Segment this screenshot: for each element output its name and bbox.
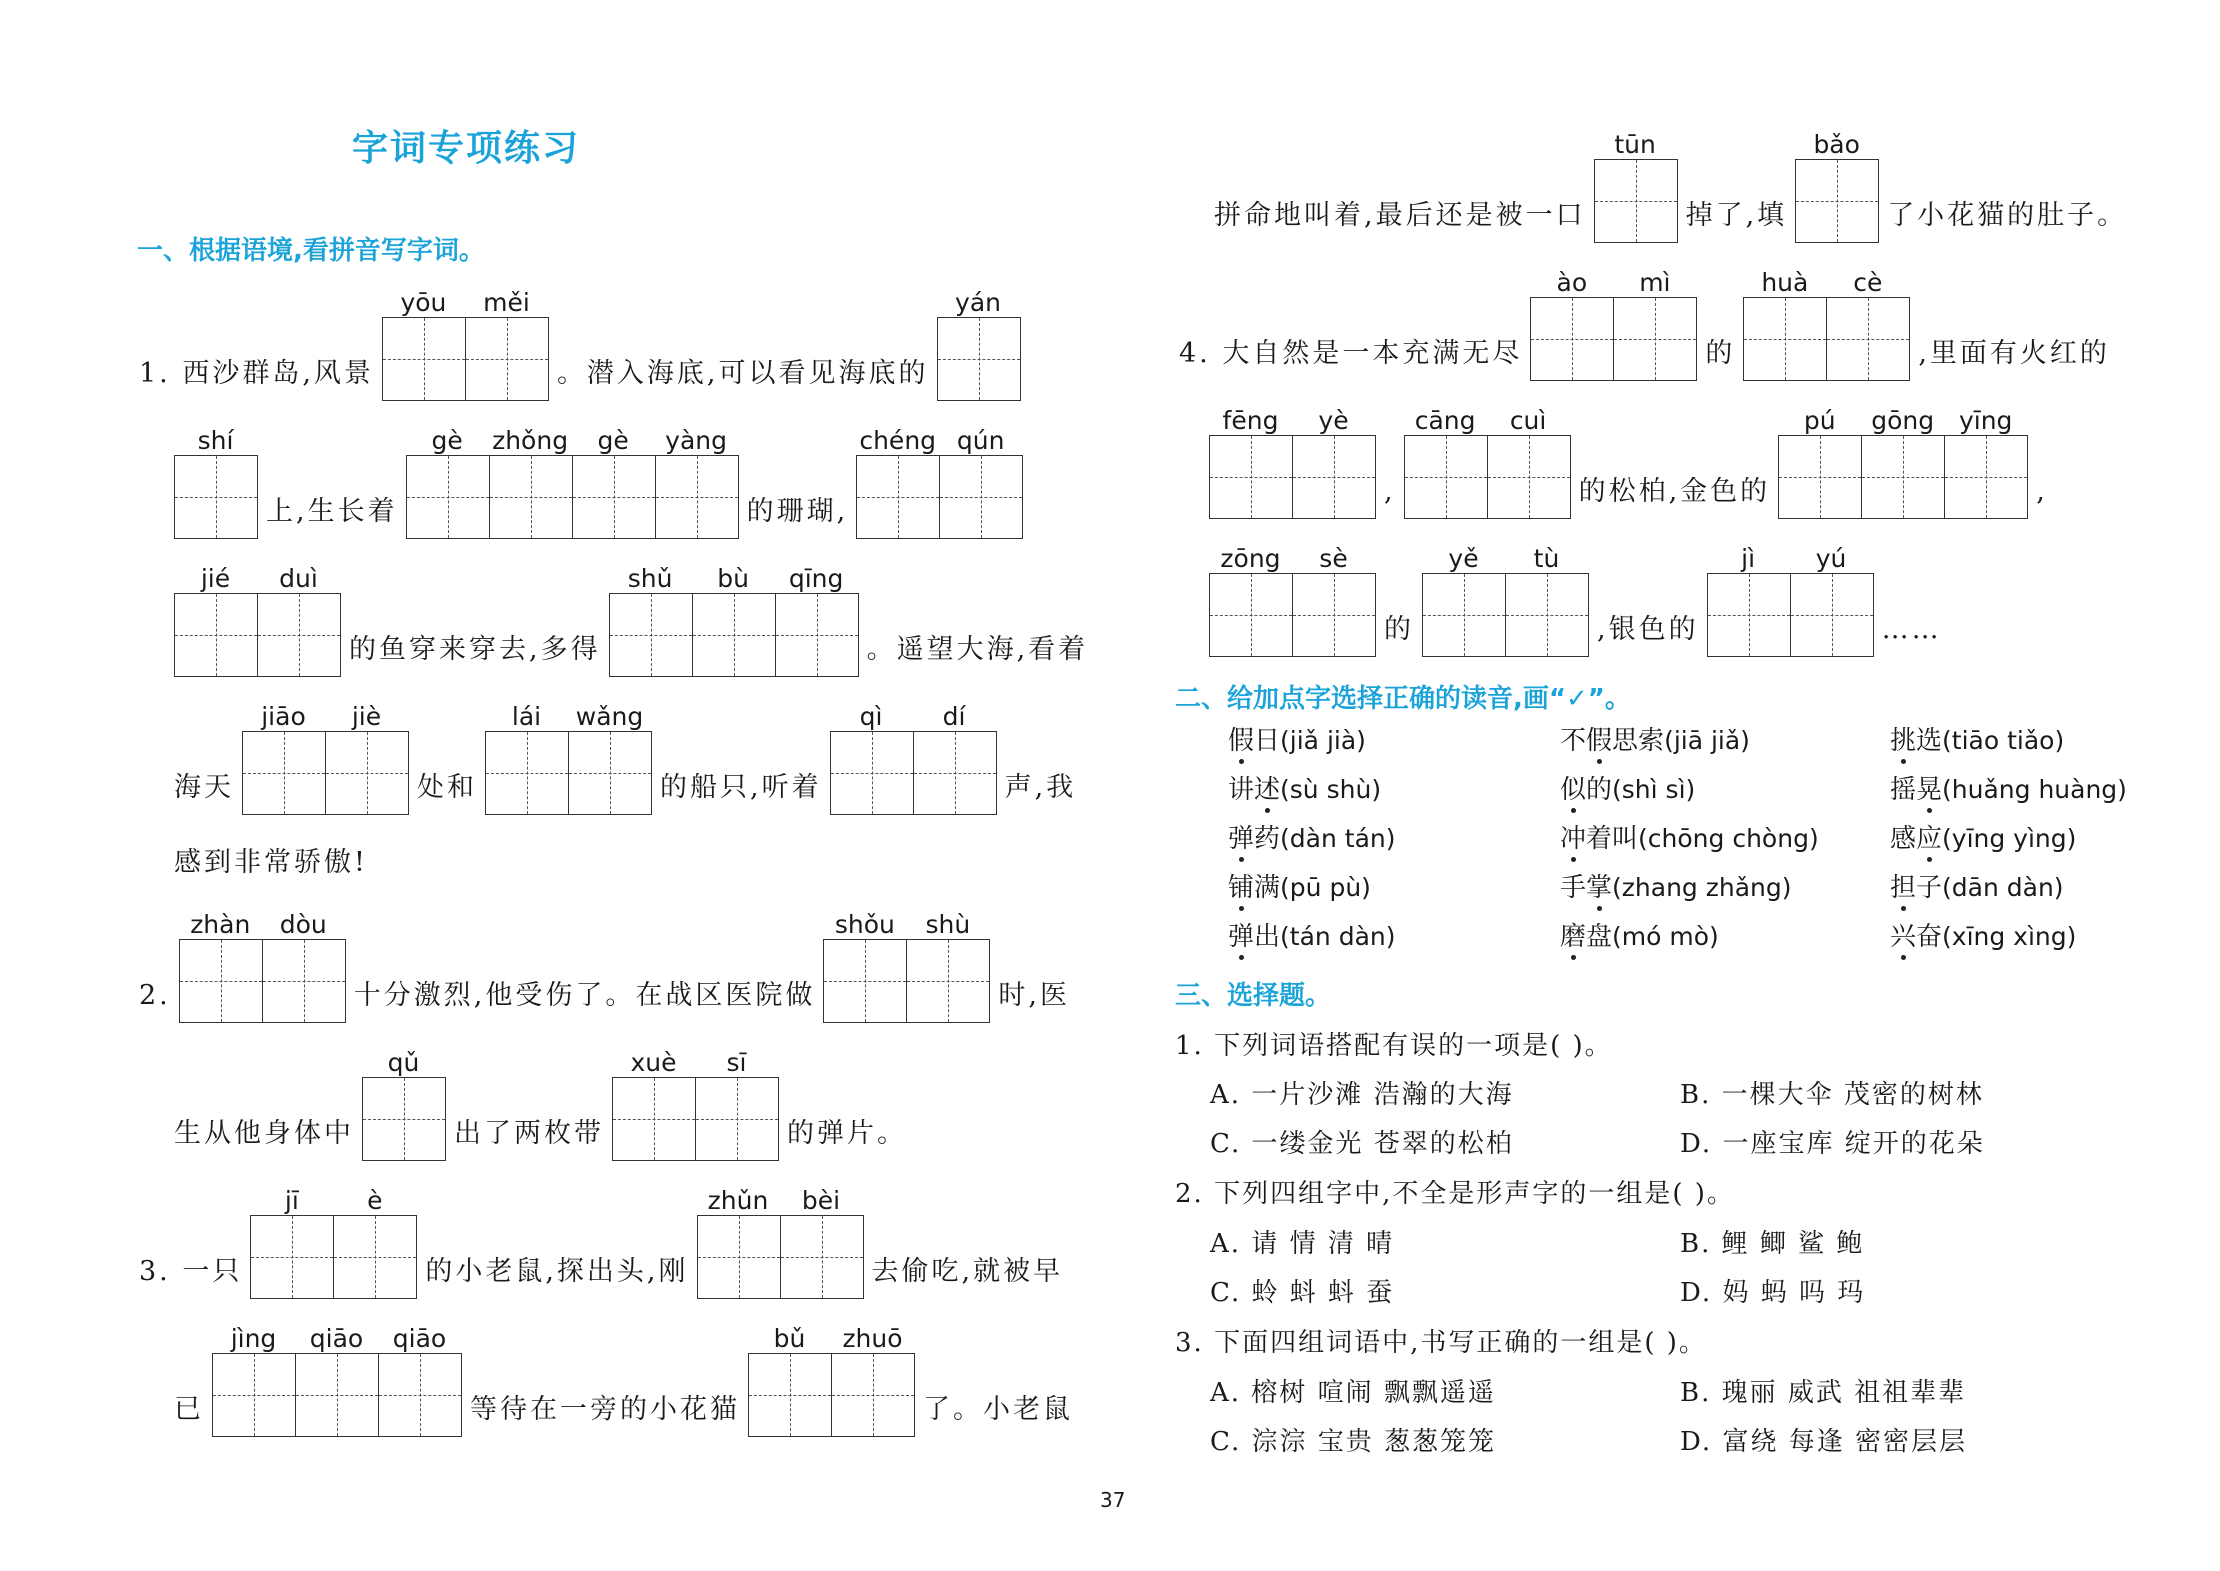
text: 了小花猫的肚子。: [1887, 200, 2128, 231]
dotted-char: 兴: [1890, 922, 1917, 952]
text: 的: [1384, 614, 1414, 645]
text: ,里面有火红的: [1918, 338, 2110, 369]
answer-box-jiaojie[interactable]: jiāo jiè: [242, 697, 409, 815]
pronunciation-item[interactable]: 手掌(zhang zhǎng): [1560, 873, 1792, 903]
page-number: 37: [1100, 1488, 1126, 1512]
text: ,: [2036, 476, 2048, 507]
pinyin-choices: (zhang zhǎng): [1612, 873, 1792, 902]
text: 的珊瑚,: [746, 496, 849, 527]
dotted-char: 弹: [1228, 922, 1255, 952]
pronunciation-row: [1228, 867, 2220, 916]
answer-box-jiyu[interactable]: jì yú: [1707, 539, 1874, 657]
answer-box-zongse[interactable]: zōng sè: [1209, 539, 1376, 657]
dotted-char: 铺: [1228, 873, 1255, 903]
pinyin-choices: (shì sì): [1612, 775, 1696, 804]
pronunciation-item[interactable]: 兴奋(xīng xìng): [1890, 922, 2077, 952]
answer-box-chengqun[interactable]: chéng qún: [856, 421, 1023, 539]
p3-line2: [170, 1319, 1077, 1437]
text: 已: [174, 1394, 204, 1425]
p4-line3: [1205, 539, 1946, 657]
text: ,银色的: [1597, 614, 1699, 645]
section-one-heading: 一、根据语境,看拼音写字词。: [137, 236, 485, 266]
answer-box-buzhuo[interactable]: bǔ zhuō: [748, 1319, 915, 1437]
text: 拼命地叫着,最后还是被一口: [1214, 200, 1586, 231]
pinyin-choices: (tán dàn): [1280, 922, 1396, 951]
text: 了。小老鼠: [923, 1394, 1073, 1425]
pinyin-choices: (pū pù): [1280, 873, 1371, 902]
dotted-char: 冲: [1560, 824, 1587, 854]
text: 的弹片。: [787, 1118, 907, 1149]
pinyin-choices: (sù shù): [1280, 775, 1382, 804]
p4-line1: [1175, 263, 2114, 381]
q3-option-a[interactable]: A. 榕树 喧闹 飘飘遥遥: [1210, 1378, 1496, 1408]
pinyin-choices: (huǎng huàng): [1942, 775, 2127, 804]
dotted-char: 述: [1254, 775, 1281, 805]
p2-line1: [135, 905, 1074, 1023]
answer-box-tun[interactable]: tūn: [1594, 125, 1678, 243]
pronunciation-item[interactable]: 冲着叫(chōng chòng): [1560, 824, 1819, 854]
p1-line4: [170, 697, 1080, 815]
answer-box-cangcui[interactable]: cāng cuì: [1404, 401, 1571, 519]
answer-box-xuesi[interactable]: xuè sī: [612, 1043, 779, 1161]
q3-option-c[interactable]: C. 淙淙 宝贵 葱葱笼笼: [1210, 1427, 1497, 1457]
dotted-char: 挑: [1890, 726, 1917, 756]
pronunciation-item[interactable]: 担子(dān dàn): [1890, 873, 2064, 903]
question-2: 2. 下列四组字中,不全是形声字的一组是( )。: [1175, 1179, 1735, 1209]
pronunciation-row: [1228, 916, 2220, 965]
answer-box-qidi[interactable]: qì dí: [830, 697, 997, 815]
text: 等待在一旁的小花猫: [470, 1394, 740, 1425]
answer-box-shoushu[interactable]: shǒu shù: [823, 905, 990, 1023]
text: 。遥望大海,看着: [866, 634, 1089, 665]
pronunciation-item[interactable]: 似的(shì sì): [1560, 775, 1696, 805]
text: 生从他身体中: [174, 1118, 354, 1149]
pronunciation-grid: [1228, 720, 2220, 965]
pinyin-choices: (xīng xìng): [1942, 922, 2077, 951]
answer-box-jiedui[interactable]: jié duì: [174, 559, 341, 677]
text: 3. 一只: [139, 1256, 243, 1287]
answer-box-jingqiaoqiao[interactable]: jìng qiāo qiāo: [212, 1319, 462, 1437]
answer-box-huace[interactable]: huà cè: [1743, 263, 1910, 381]
pinyin-choices: (tiāo tiǎo): [1942, 726, 2065, 755]
answer-box-pugongying[interactable]: pú gōng yīng: [1778, 401, 2028, 519]
text: 2.: [139, 980, 171, 1011]
p1-line1: [135, 283, 1025, 401]
pronunciation-row: [1228, 818, 2220, 867]
section-three-heading: 三、选择题。: [1175, 981, 1332, 1011]
page-title: 字词专项练习: [352, 127, 581, 169]
text: 的: [1705, 338, 1736, 369]
dotted-char: 似: [1560, 775, 1587, 805]
pronunciation-item[interactable]: 摇晃(huǎng huàng): [1890, 775, 2127, 805]
p1-line2: [170, 421, 1027, 539]
answer-box-youmei[interactable]: yōu měi: [382, 283, 549, 401]
pinyin-choices: (mó mò): [1612, 922, 1719, 951]
text: 的鱼穿来穿去,多得: [349, 634, 601, 665]
q3-option-d[interactable]: D. 富绕 每逢 密密层层: [1680, 1427, 1967, 1457]
text: 海天: [174, 772, 234, 803]
q2-option-a[interactable]: A. 请 情 清 晴: [1210, 1229, 1395, 1259]
pronunciation-row: [1228, 769, 2220, 818]
answer-box-yetu[interactable]: yě tù: [1422, 539, 1589, 657]
text: 处和: [417, 772, 477, 803]
text: 声,我: [1004, 772, 1077, 803]
pronunciation-item[interactable]: 挑选(tiāo tiǎo): [1890, 726, 2065, 756]
dotted-char: 弹: [1228, 824, 1255, 854]
answer-box-zhunbei[interactable]: zhǔn bèi: [697, 1181, 864, 1299]
question-3: 3. 下面四组词语中,书写正确的一组是( )。: [1175, 1328, 1707, 1358]
p3-line3: [1210, 125, 2131, 243]
q1-option-b[interactable]: B. 一棵大伞 茂密的树林: [1680, 1080, 1984, 1110]
q2-option-b[interactable]: B. 鲤 鲫 鲨 鲍: [1680, 1229, 1865, 1259]
section-two-heading: 二、给加点字选择正确的读音,画“✓”。: [1175, 684, 1631, 714]
q1-option-c[interactable]: C. 一缕金光 苍翠的松柏: [1210, 1129, 1514, 1159]
dotted-char: 掌: [1586, 873, 1613, 903]
answer-box-bao[interactable]: bǎo: [1795, 125, 1879, 243]
answer-box-shi[interactable]: shí: [174, 421, 258, 539]
pinyin-choices: (chōng chòng): [1638, 824, 1819, 853]
question-1: 1. 下列词语搭配有误的一项是( )。: [1175, 1031, 1613, 1061]
dotted-char: 担: [1890, 873, 1917, 903]
pronunciation-item[interactable]: 讲述(sù shù): [1228, 775, 1382, 805]
text: 出了两枚带: [454, 1118, 604, 1149]
pinyin-choices: (dān dàn): [1942, 873, 2064, 902]
p1-line5: [174, 848, 372, 890]
text: 十分激烈,他受伤了。在战区医院做: [353, 980, 816, 1011]
text: 的船只,听着: [660, 772, 822, 803]
text: 1. 西沙群岛,风景: [139, 358, 374, 389]
text: 的小老鼠,探出头,刚: [425, 1256, 689, 1287]
text: 掉了,填: [1685, 200, 1788, 231]
text: 4. 大自然是一本充满无尽: [1179, 338, 1523, 369]
p2-line2: [170, 1043, 911, 1161]
pinyin-choices: (dàn tán): [1280, 824, 1396, 853]
pronunciation-item[interactable]: 弹出(tán dàn): [1228, 922, 1396, 952]
answer-box-gezhonggeyang[interactable]: gè zhǒng gè yàng: [406, 421, 739, 539]
dotted-char: 晃: [1916, 775, 1943, 805]
dotted-char: 应: [1916, 824, 1943, 854]
pronunciation-item[interactable]: 铺满(pū pù): [1228, 873, 1371, 903]
text: ……: [1881, 614, 1942, 645]
pronunciation-item[interactable]: 不假思索(jiā jiǎ): [1560, 726, 1750, 756]
text: 去偷吃,就被早: [871, 1256, 1064, 1287]
pinyin-choices: (yīng yìng): [1942, 824, 2077, 853]
answer-box-laiwang[interactable]: lái wǎng: [485, 697, 652, 815]
p4-line2: [1205, 401, 2052, 519]
text: 感到非常骄傲!: [174, 847, 368, 878]
answer-box-fengye[interactable]: fēng yè: [1209, 401, 1376, 519]
text: 上,生长着: [266, 496, 398, 527]
answer-box-zhandou[interactable]: zhàn dòu: [179, 905, 346, 1023]
pronunciation-item[interactable]: 弹药(dàn tán): [1228, 824, 1396, 854]
pronunciation-item[interactable]: 假日(jiǎ jià): [1228, 726, 1366, 756]
q2-option-d[interactable]: D. 妈 蚂 吗 玛: [1680, 1278, 1866, 1308]
text: 。潜入海底,可以看见海底的: [556, 358, 929, 389]
q1-option-a[interactable]: A. 一片沙滩 浩瀚的大海: [1210, 1080, 1514, 1110]
dotted-char: 假: [1586, 726, 1613, 756]
p3-line1: [135, 1181, 1067, 1299]
answer-box-jie[interactable]: jī è: [250, 1181, 417, 1299]
answer-box-aomi[interactable]: ào mì: [1530, 263, 1697, 381]
answer-box-shubuqing[interactable]: shǔ bù qīng: [609, 559, 859, 677]
pinyin-choices: (jiǎ jià): [1280, 726, 1366, 755]
q1-option-d[interactable]: D. 一座宝库 绽开的花朵: [1680, 1129, 1985, 1159]
answer-box-qu[interactable]: qǔ: [362, 1043, 446, 1161]
answer-box-yan[interactable]: yán: [937, 283, 1021, 401]
text: 时,医: [998, 980, 1070, 1011]
dotted-char: 假: [1228, 726, 1255, 756]
q3-option-b[interactable]: B. 瑰丽 威武 祖祖辈辈: [1680, 1378, 1967, 1408]
text: ,: [1384, 476, 1396, 507]
pronunciation-item[interactable]: 磨盘(mó mò): [1560, 922, 1719, 952]
dotted-char: 磨: [1560, 922, 1587, 952]
pronunciation-row: [1228, 720, 2220, 769]
pronunciation-item[interactable]: 感应(yīng yìng): [1890, 824, 2077, 854]
text: 的松柏,金色的: [1578, 476, 1771, 507]
q2-option-c[interactable]: C. 蛉 蚪 蚪 蚕: [1210, 1278, 1395, 1308]
pinyin-choices: (jiā jiǎ): [1664, 726, 1750, 755]
p1-line3: [170, 559, 1092, 677]
